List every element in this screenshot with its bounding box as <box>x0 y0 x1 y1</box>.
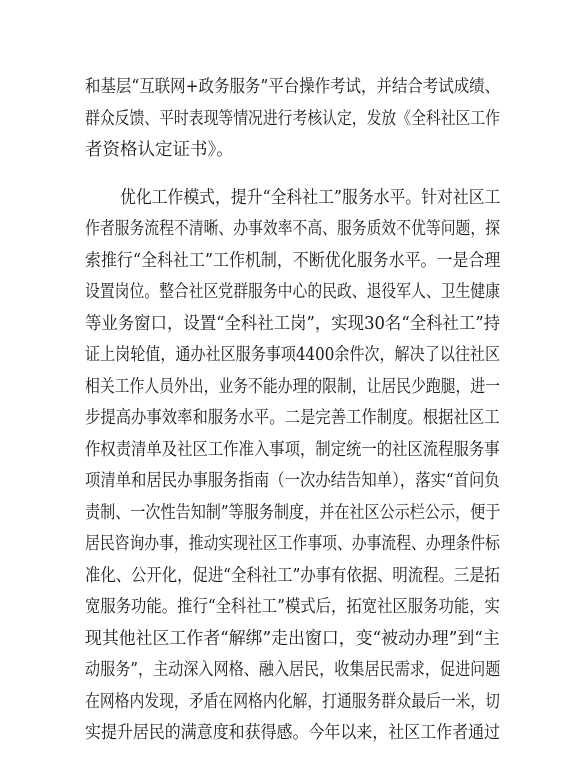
paragraph-2-line-16: 动服务”，主动深入网格、融入居民，收集居民需求，促进问题 <box>85 660 501 680</box>
paragraph-2-line-8: 步提高办事效率和服务水平。二是完善工作制度。根据社区工 <box>85 408 500 428</box>
paragraph-2-line-11: 责制、一次性告知制”等服务制度，并在社区公示栏公示，便于 <box>85 502 501 523</box>
paragraph-1-line-1: 和基层“互联网+政务服务”平台操作考试，并结合考试成绩、 <box>85 77 501 97</box>
paragraph-1-line-2: 群众反馈、平时表现等情况进行考核认定，发放《全科社区工作 <box>85 108 500 129</box>
paragraph-2-line-15: 现其他社区工作者“解绑”走出窗口，变“被动办理”到“主 <box>85 628 500 649</box>
paragraph-2-line-12: 居民咨询办事，推动实现社区工作事项、办事流程、办理条件标 <box>85 534 500 554</box>
paragraph-2-line-2: 作者服务流程不清晰、办事效率不高、服务质效不优等问题，探 <box>85 219 500 239</box>
paragraph-2-line-3: 索推行“全科社工”工作机制，不断优化服务水平。一是合理 <box>85 250 501 271</box>
paragraph-2-line-4: 设置岗位。整合社区党群服务中心的民政、退役军人、卫生健康 <box>85 282 500 302</box>
paragraph-2-line-1: 优化工作模式，提升“全科社工”服务水平。针对社区工 <box>120 187 501 208</box>
paragraph-2-line-7: 相关工作人员外出，业务不能办理的限制，让居民少跑腿，进一 <box>85 376 500 397</box>
paragraph-2-line-9: 作权责清单及社区工作准入事项，制定统一的社区流程服务事 <box>85 439 500 460</box>
paragraph-2-line-6: 证上岗轮值，通办社区服务事项4400余件次，解决了以往社区 <box>85 345 501 365</box>
paragraph-2-line-17: 在网格内发现，矛盾在网格内化解，打通服务群众最后一米，切 <box>85 691 500 712</box>
paragraph-2-line-10: 项清单和居民办事服务指南（一次办结告知单），落实“首问负 <box>85 471 500 491</box>
paragraph-1-line-3: 者资格认定证书》。 <box>85 140 234 160</box>
paragraph-2-line-18: 实提升居民的满意度和获得感。今年以来，社区工作者通过 <box>85 723 500 743</box>
paragraph-2-line-14: 宽服务功能。推行“全科社工”模式后，拓宽社区服务功能，实 <box>85 597 500 617</box>
paragraph-2-line-5: 等业务窗口，设置“全科社工岗”，实现30名“全科社工”持 <box>85 313 501 334</box>
paragraph-2-line-13: 准化、公开化，促进“全科社工”办事有依据、明流程。三是拓 <box>85 565 500 586</box>
